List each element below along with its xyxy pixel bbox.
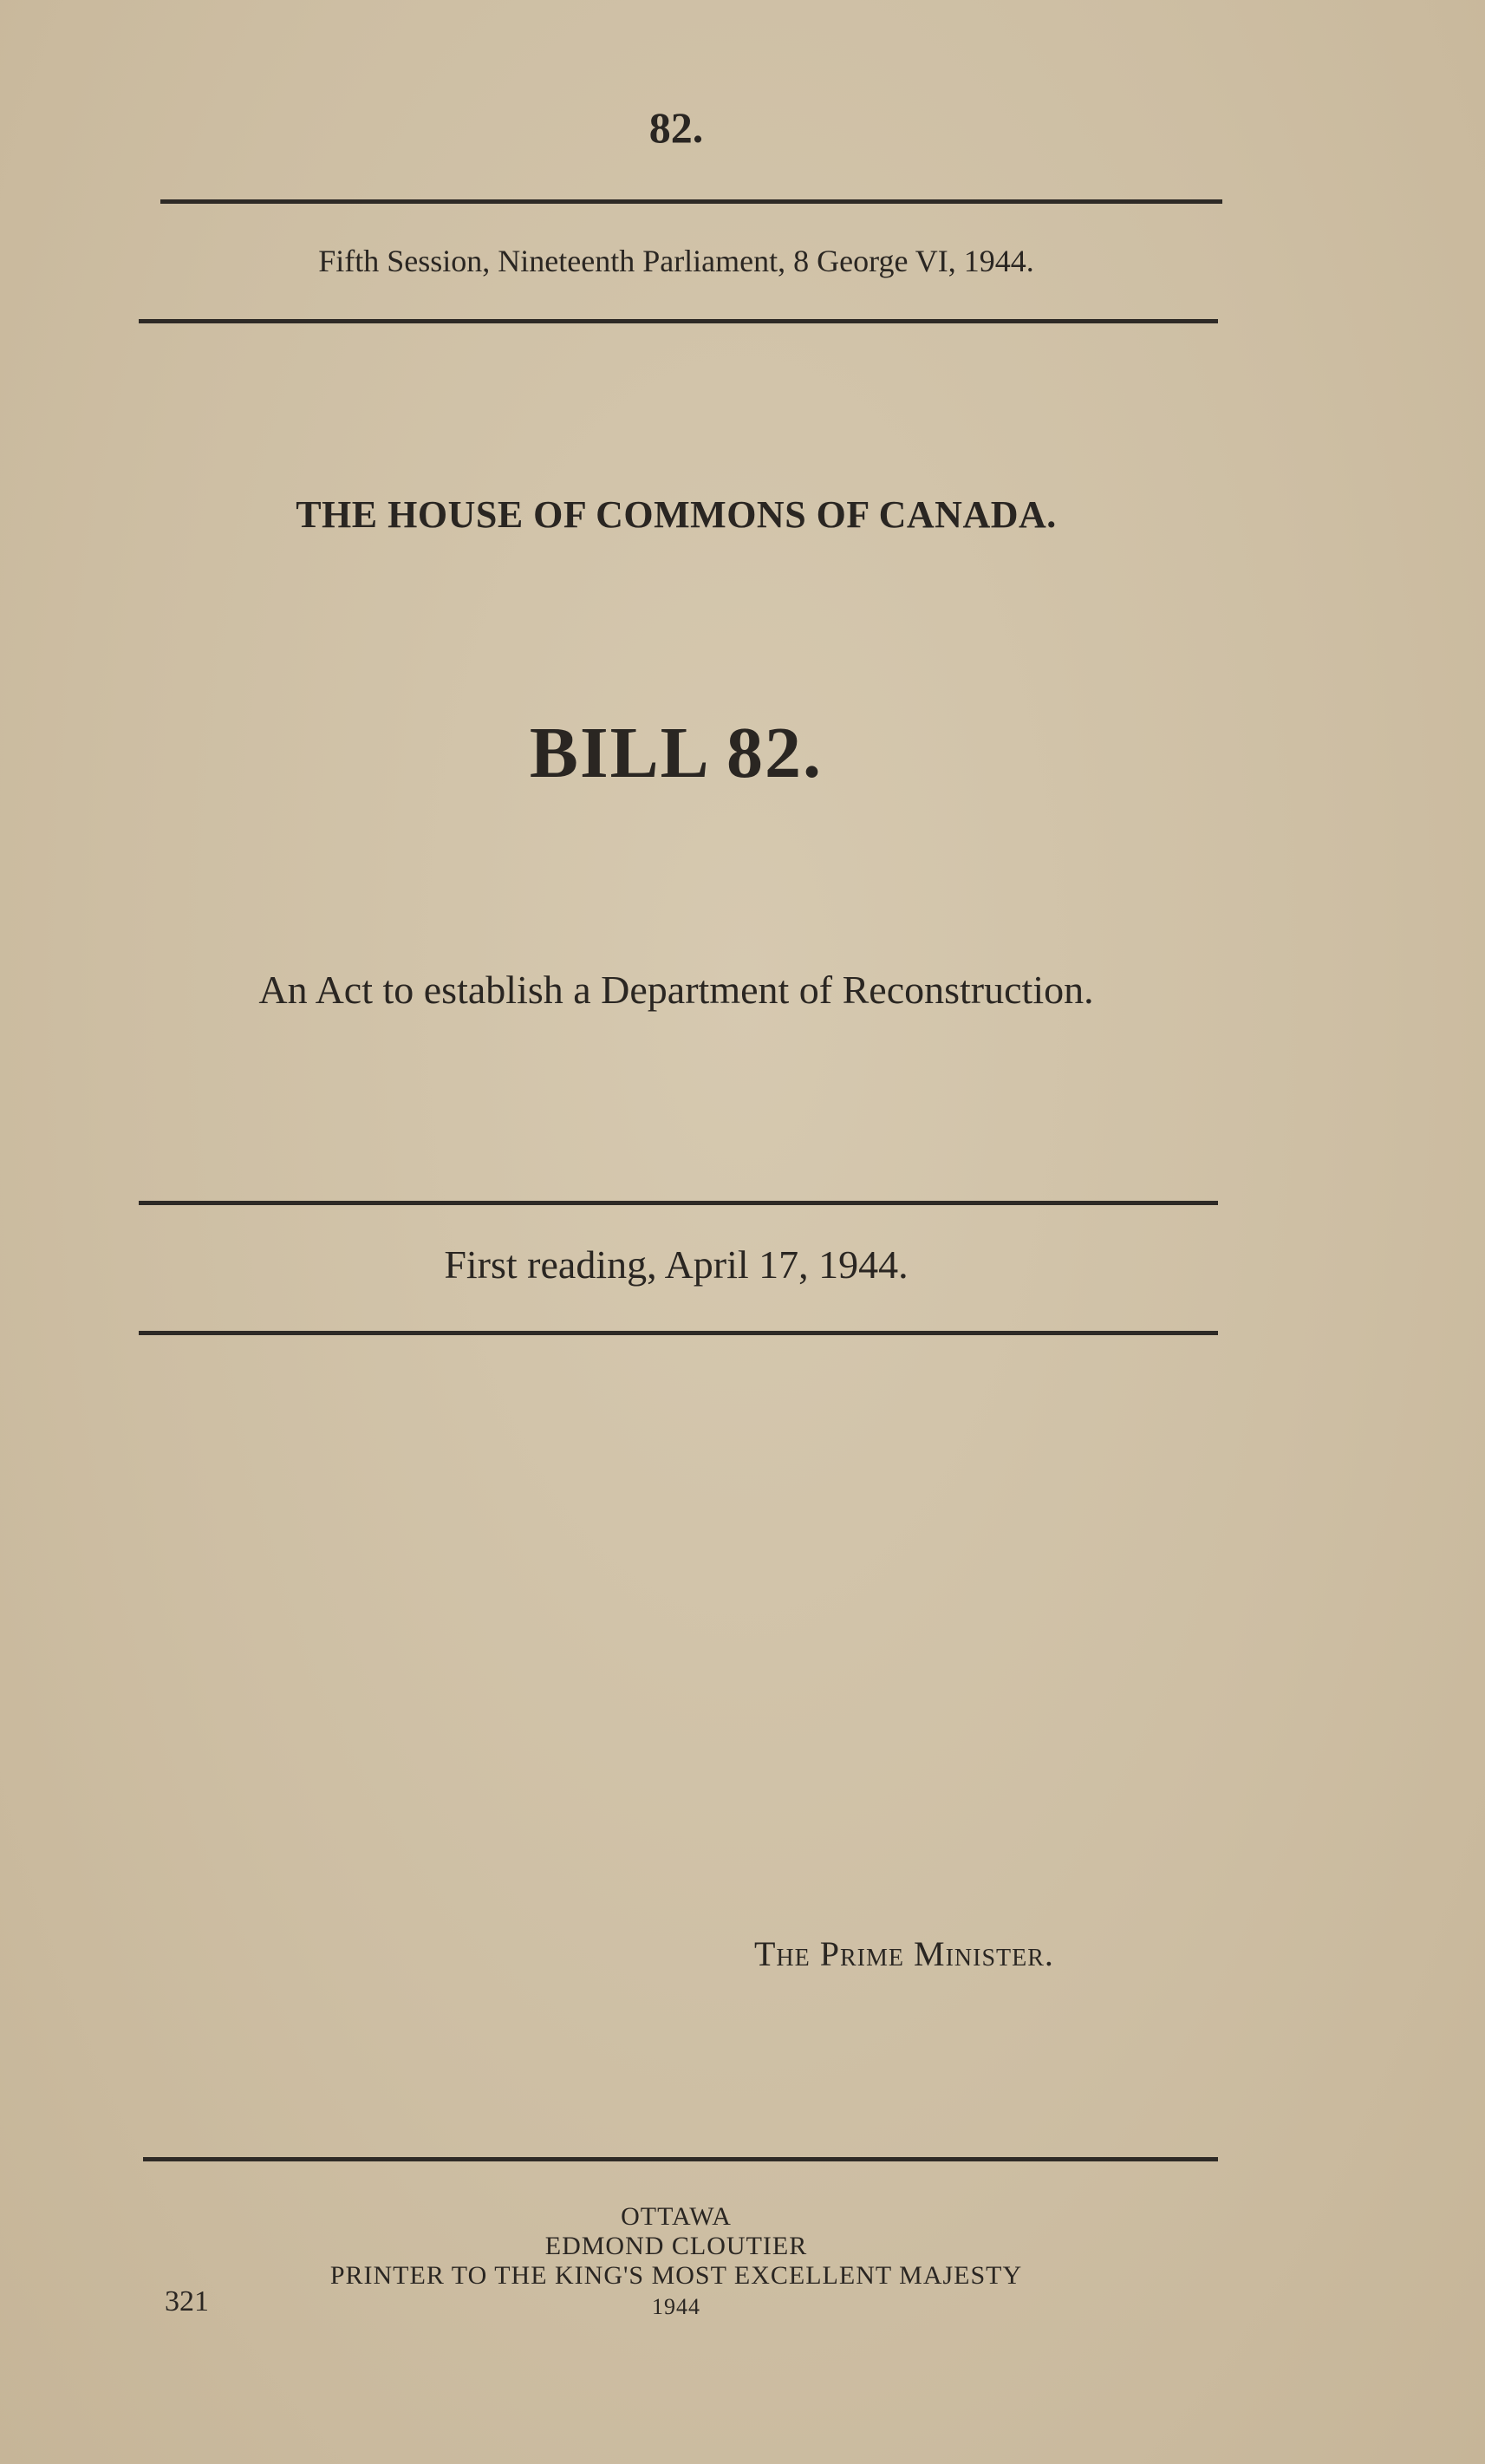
bill-number-header: 82. <box>648 103 704 152</box>
first-reading-line: First reading, April 17, 1944. <box>444 1242 909 1287</box>
imprint-printer: EDMOND CLOUTIER <box>544 2232 808 2260</box>
imprint-printer-title: PRINTER TO THE KING'S MOST EXCELLENT MAJESTY <box>329 2261 1023 2290</box>
bill-title: BILL 82. <box>529 713 824 793</box>
imprint-rule <box>143 2157 1218 2161</box>
house-heading: THE HOUSE OF COMMONS OF CANADA. <box>296 493 1057 536</box>
sponsor-name: The Prime Minister. <box>754 1934 1054 1973</box>
top-rule-1 <box>160 199 1222 204</box>
act-title: An Act to establish a Department of Reconstruction. <box>258 968 1094 1012</box>
reading-rule-top <box>139 1201 1218 1205</box>
reading-rule-bottom <box>139 1331 1218 1335</box>
imprint-year: 1944 <box>652 2294 700 2319</box>
imprint-city: OTTAWA <box>621 2202 732 2231</box>
page-code: 321 <box>165 2285 209 2317</box>
top-rule-2 <box>139 319 1218 323</box>
session-line: Fifth Session, Nineteenth Parliament, 8 George VI, 1944. <box>318 244 1034 278</box>
